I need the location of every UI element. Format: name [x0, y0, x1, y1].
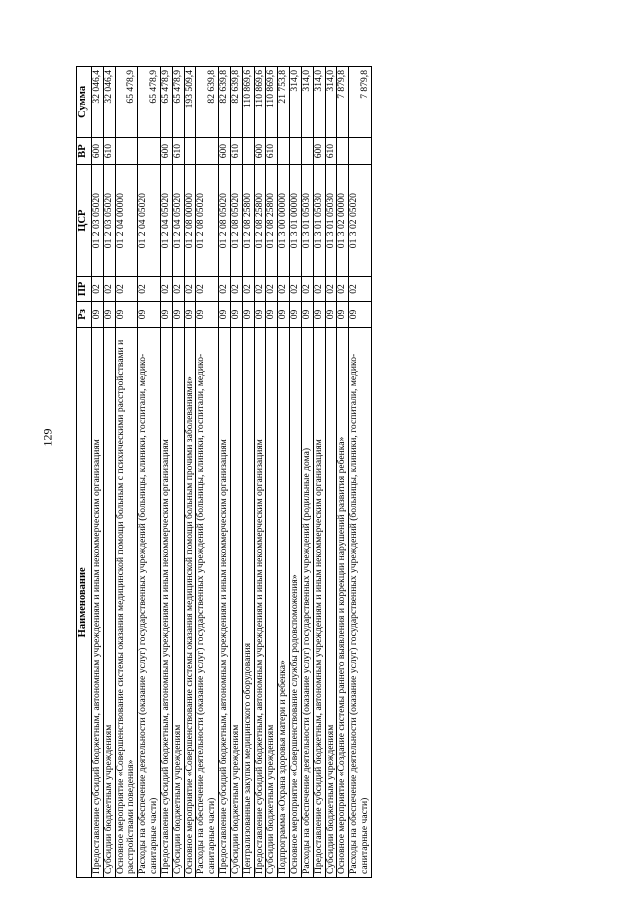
cell-pr: 02 [325, 276, 337, 301]
table-row [160, 67, 172, 878]
cell-vr [184, 137, 196, 165]
cell-name: Предоставление субсидий бюджетным, автономным учреждениям и иным некоммерческим организациям [92, 327, 104, 877]
cell-vr [242, 137, 254, 165]
table-header-row [77, 67, 92, 878]
cell-pr: 02 [290, 276, 302, 301]
cell-sum: 7 879,8 [337, 67, 349, 138]
cell-csr: 01 3 01 05030 [313, 165, 325, 276]
cell-pr: 02 [337, 276, 349, 301]
cell-pr: 02 [92, 276, 104, 301]
header-rz: Рз [77, 302, 92, 327]
cell-name: Основное мероприятие «Совершенствование системы оказания медицинской помощи больным с психическими расстройствами и расстройствами поведения» [115, 327, 138, 877]
budget-table [76, 66, 372, 878]
table-row [278, 67, 290, 878]
header-pr: ПР [77, 276, 92, 301]
cell-sum: 32 046,4 [92, 67, 104, 138]
table-row [103, 67, 115, 878]
cell-vr [301, 137, 313, 165]
cell-rz: 09 [172, 302, 184, 327]
cell-rz: 09 [325, 302, 337, 327]
cell-rz: 09 [92, 302, 104, 327]
table-row [325, 67, 337, 878]
cell-name: Подпрограмма «Охрана здоровья матери и ребенка» [278, 327, 290, 877]
cell-sum: 314,0 [325, 67, 337, 138]
cell-vr: 610 [325, 137, 337, 165]
cell-csr: 01 2 08 00000 [184, 165, 196, 276]
cell-sum: 110 869,6 [266, 67, 278, 138]
cell-csr: 01 2 08 25800 [242, 165, 254, 276]
cell-csr: 01 2 08 05020 [219, 165, 231, 276]
cell-sum: 82 639,8 [196, 67, 219, 138]
cell-name: Основное мероприятие «Совершенствование системы оказания медицинской помощи больным прочими заболеваниями» [184, 327, 196, 877]
cell-name: Субсидии бюджетным учреждениям [172, 327, 184, 877]
table-row [172, 67, 184, 878]
cell-name: Предоставление субсидий бюджетным, автономным учреждениям и иным некоммерческим организациям [313, 327, 325, 877]
cell-sum: 32 046,4 [103, 67, 115, 138]
cell-sum: 82 639,8 [230, 67, 242, 138]
header-csr: ЦСР [77, 165, 92, 276]
cell-csr: 01 2 08 05020 [196, 165, 219, 276]
cell-vr [115, 137, 138, 165]
cell-vr: 600 [313, 137, 325, 165]
cell-name: Субсидии бюджетным учреждениям [230, 327, 242, 877]
cell-vr: 600 [254, 137, 266, 165]
cell-name: Субсидии бюджетным учреждениям [103, 327, 115, 877]
cell-vr: 610 [266, 137, 278, 165]
cell-vr: 610 [172, 137, 184, 165]
header-sum: Сумма [77, 67, 92, 138]
cell-sum: 65 478,9 [115, 67, 138, 138]
cell-rz: 09 [290, 302, 302, 327]
cell-vr: 610 [103, 137, 115, 165]
cell-sum: 65 478,9 [160, 67, 172, 138]
cell-csr: 01 2 08 05020 [230, 165, 242, 276]
cell-rz: 09 [138, 302, 161, 327]
cell-name: Субсидии бюджетным учреждениям [266, 327, 278, 877]
cell-rz: 09 [266, 302, 278, 327]
cell-pr: 02 [313, 276, 325, 301]
table-row [196, 67, 219, 878]
table-row [290, 67, 302, 878]
cell-csr: 01 2 04 05020 [172, 165, 184, 276]
table-row [337, 67, 349, 878]
table-row [138, 67, 161, 878]
cell-name: Основное мероприятие «Создание системы раннего выявления и коррекции нарушений развития ребенка» [337, 327, 349, 877]
cell-pr: 02 [160, 276, 172, 301]
cell-sum: 7 879,8 [349, 67, 372, 138]
cell-name: Предоставление субсидий бюджетным, автономным учреждениям и иным некоммерческим организациям [219, 327, 231, 877]
cell-csr: 01 2 08 25800 [266, 165, 278, 276]
cell-pr: 02 [196, 276, 219, 301]
cell-sum: 65 478,9 [172, 67, 184, 138]
cell-csr: 01 3 02 00000 [337, 165, 349, 276]
table-body [92, 67, 372, 878]
cell-sum: 193 509,4 [184, 67, 196, 138]
cell-csr: 01 2 03 05020 [92, 165, 104, 276]
cell-vr: 600 [160, 137, 172, 165]
cell-rz: 09 [278, 302, 290, 327]
cell-pr: 02 [278, 276, 290, 301]
cell-name: Централизованные закупки медицинского оборудования [242, 327, 254, 877]
cell-vr [337, 137, 349, 165]
cell-pr: 02 [115, 276, 138, 301]
table-row [184, 67, 196, 878]
cell-rz: 09 [301, 302, 313, 327]
cell-name: Основное мероприятие «Совершенствование службы родовспоможения» [290, 327, 302, 877]
cell-rz: 09 [242, 302, 254, 327]
cell-name: Расходы на обеспечение деятельности (оказание услуг) государственных учреждений (больницы, клиники, госпитали, медико-санитарные части) [196, 327, 219, 877]
table-row [219, 67, 231, 878]
cell-sum: 314,0 [301, 67, 313, 138]
cell-csr: 01 2 04 05020 [160, 165, 172, 276]
rotated-table-container [76, 66, 584, 878]
cell-rz: 09 [160, 302, 172, 327]
cell-name: Субсидии бюджетным учреждениям [325, 327, 337, 877]
cell-csr: 01 2 04 00000 [115, 165, 138, 276]
cell-csr: 01 3 00 00000 [278, 165, 290, 276]
cell-pr: 02 [266, 276, 278, 301]
cell-sum: 65 478,9 [138, 67, 161, 138]
cell-csr: 01 3 01 00000 [290, 165, 302, 276]
table-row [242, 67, 254, 878]
cell-name: Предоставление субсидий бюджетным, автономным учреждениям и иным некоммерческим организациям [254, 327, 266, 877]
table-row [115, 67, 138, 878]
cell-vr [278, 137, 290, 165]
table-row [313, 67, 325, 878]
cell-rz: 09 [349, 302, 372, 327]
cell-vr: 600 [92, 137, 104, 165]
cell-pr: 02 [301, 276, 313, 301]
cell-vr: 610 [230, 137, 242, 165]
cell-pr: 02 [349, 276, 372, 301]
cell-sum: 82 639,8 [219, 67, 231, 138]
cell-rz: 09 [313, 302, 325, 327]
table-row [230, 67, 242, 878]
cell-name: Расходы на обеспечение деятельности (оказание услуг) государственных учреждений (больницы, клиники, госпитали, медико-санитарные части) [349, 327, 372, 877]
header-vr: ВР [77, 137, 92, 165]
cell-name: Предоставление субсидий бюджетным, автономным учреждениям и иным некоммерческим организациям [160, 327, 172, 877]
header-name: Наименование [77, 327, 92, 877]
cell-csr: 01 2 04 05020 [138, 165, 161, 276]
cell-name: Расходы на обеспечение деятельности (оказание услуг) государственных учреждений (больницы, клиники, госпитали, медико-санитарные части) [138, 327, 161, 877]
cell-pr: 02 [138, 276, 161, 301]
cell-vr [138, 137, 161, 165]
cell-sum: 314,0 [290, 67, 302, 138]
page-number: 129 [40, 428, 55, 447]
cell-vr [290, 137, 302, 165]
cell-vr [349, 137, 372, 165]
cell-pr: 02 [254, 276, 266, 301]
cell-pr: 02 [172, 276, 184, 301]
cell-pr: 02 [230, 276, 242, 301]
cell-rz: 09 [219, 302, 231, 327]
cell-sum: 110 869,6 [254, 67, 266, 138]
cell-vr [196, 137, 219, 165]
cell-vr: 600 [219, 137, 231, 165]
cell-rz: 09 [184, 302, 196, 327]
cell-rz: 09 [230, 302, 242, 327]
cell-rz: 09 [115, 302, 138, 327]
cell-name: Расходы на обеспечение деятельности (оказание услуг) государственных учреждений (родильные дома) [301, 327, 313, 877]
table-row [266, 67, 278, 878]
cell-csr: 01 3 02 05020 [349, 165, 372, 276]
table-row [349, 67, 372, 878]
cell-pr: 02 [103, 276, 115, 301]
cell-rz: 09 [196, 302, 219, 327]
cell-csr: 01 2 03 05020 [103, 165, 115, 276]
table-row [301, 67, 313, 878]
cell-csr: 01 3 01 05030 [301, 165, 313, 276]
cell-sum: 314,0 [313, 67, 325, 138]
cell-sum: 21 753,8 [278, 67, 290, 138]
cell-pr: 02 [219, 276, 231, 301]
cell-sum: 110 869,6 [242, 67, 254, 138]
table-row [92, 67, 104, 878]
cell-rz: 09 [103, 302, 115, 327]
cell-pr: 02 [242, 276, 254, 301]
cell-rz: 09 [337, 302, 349, 327]
cell-csr: 01 2 08 25800 [254, 165, 266, 276]
cell-rz: 09 [254, 302, 266, 327]
cell-csr: 01 3 01 05030 [325, 165, 337, 276]
table-row [254, 67, 266, 878]
cell-pr: 02 [184, 276, 196, 301]
